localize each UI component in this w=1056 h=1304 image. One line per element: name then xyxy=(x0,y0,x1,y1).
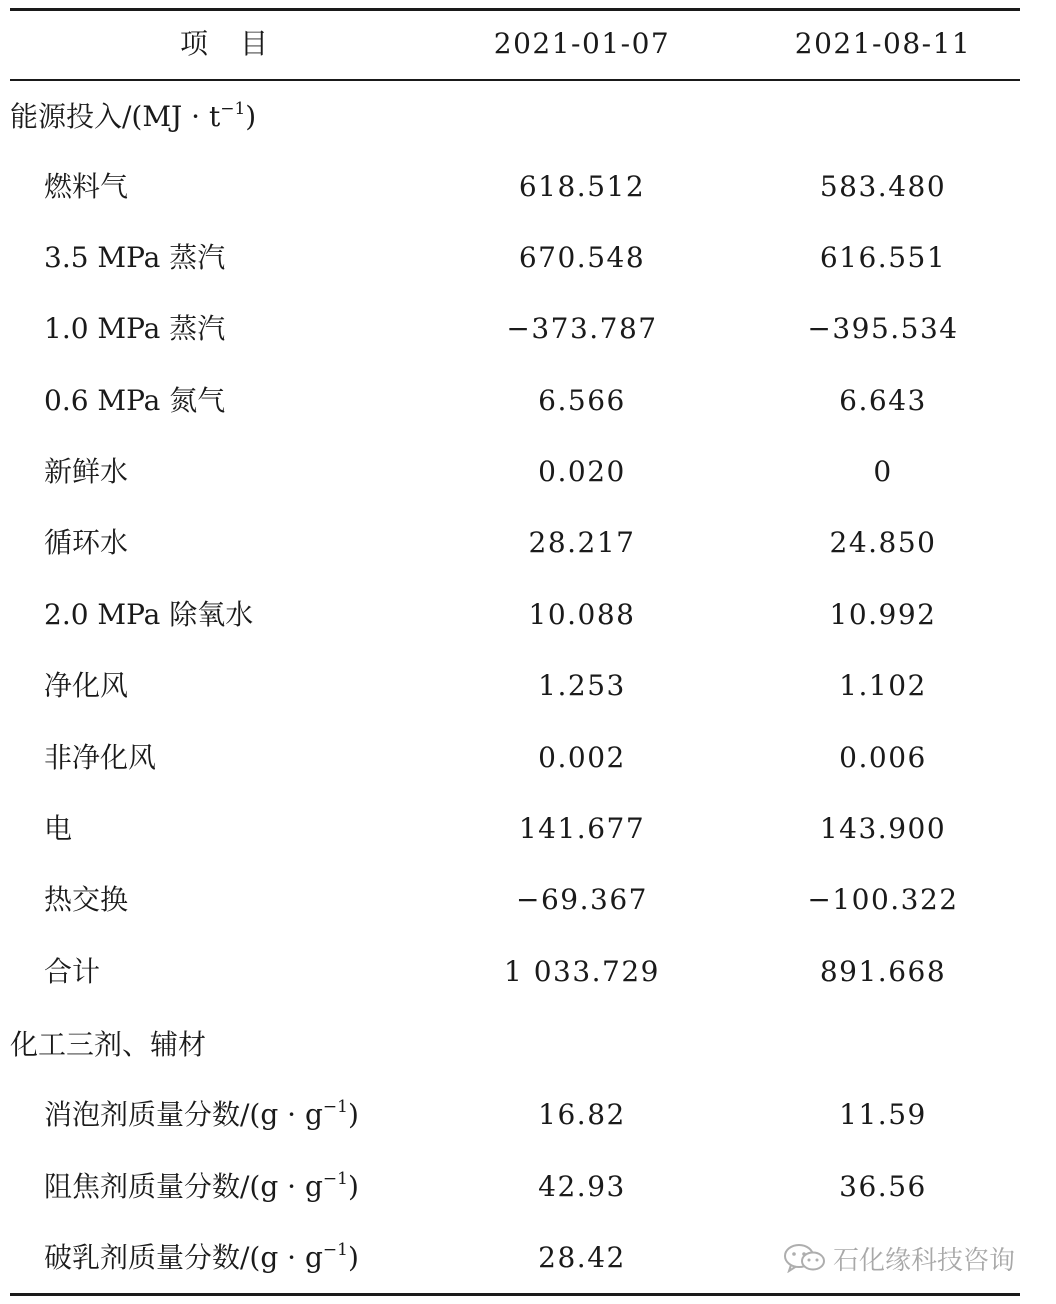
watermark-text: 石化缘科技咨询 xyxy=(833,1245,1016,1276)
row-value-2: 36.56 xyxy=(839,1170,927,1203)
wechat-icon xyxy=(783,1243,827,1273)
row-label: 新鲜水 xyxy=(44,455,129,488)
row-value-2: 583.480 xyxy=(819,170,947,203)
row-label: 消泡剂质量分数$/(g \cdot g^{-1})$ xyxy=(44,1096,359,1131)
row-value-2: 143.900 xyxy=(819,812,947,845)
row-value-1: 1.253 xyxy=(538,669,626,702)
row-value-1: 28.42 xyxy=(538,1241,626,1274)
row-value-2: −100.322 xyxy=(807,883,959,916)
row-value-2: 891.668 xyxy=(819,955,947,988)
row-value-1: 670.548 xyxy=(518,241,646,274)
watermark xyxy=(783,1240,1015,1276)
header-date-2: 2021-08-11 xyxy=(794,27,972,60)
table-header-rule xyxy=(10,79,1020,81)
row-value-1: −373.787 xyxy=(506,312,658,345)
section-title-energy: 能源投入$/(MJ \cdot t^{-1})$ xyxy=(10,98,257,133)
row-value-2: 11.59 xyxy=(839,1098,927,1131)
row-value-1: 6.566 xyxy=(538,384,626,417)
section-title-chemicals: 化工三剂、辅材 xyxy=(10,1028,207,1061)
row-value-2: −395.534 xyxy=(807,312,959,345)
table-bottom-rule xyxy=(10,1293,1020,1296)
row-label: 1.0 MPa 蒸汽 xyxy=(44,312,226,345)
row-label: 合计 xyxy=(44,955,101,988)
row-label: 电 xyxy=(44,812,73,845)
row-value-1: 618.512 xyxy=(518,170,646,203)
row-value-1: 10.088 xyxy=(528,598,636,631)
row-value-2: 24.850 xyxy=(829,526,937,559)
row-value-2: 616.551 xyxy=(819,241,947,274)
row-label: 燃料气 xyxy=(44,170,129,203)
row-label: 热交换 xyxy=(44,883,129,916)
header-item: 项 目 xyxy=(180,27,271,60)
row-value-2: 6.643 xyxy=(839,384,927,417)
row-label: 0.6 MPa 氮气 xyxy=(44,384,226,417)
header-date-1: 2021-01-07 xyxy=(493,27,671,60)
row-label: 非净化风 xyxy=(44,741,157,774)
row-value-1: 42.93 xyxy=(538,1170,626,1203)
row-value-1: 28.217 xyxy=(528,526,636,559)
row-value-1: 141.677 xyxy=(518,812,646,845)
row-value-2: 10.992 xyxy=(829,598,937,631)
row-value-1: −69.367 xyxy=(516,883,648,916)
row-label: 阻焦剂质量分数$/(g \cdot g^{-1})$ xyxy=(44,1168,359,1203)
row-label: 净化风 xyxy=(44,669,129,702)
row-label: 循环水 xyxy=(44,526,129,559)
row-value-1: 16.82 xyxy=(538,1098,626,1131)
row-value-1: 1 033.729 xyxy=(503,955,661,988)
row-value-2: 0.006 xyxy=(839,741,927,774)
row-label: 2.0 MPa 除氧水 xyxy=(44,598,254,631)
table-top-rule xyxy=(10,8,1020,11)
row-value-2: 1.102 xyxy=(839,669,927,702)
row-label: 破乳剂质量分数$/(g \cdot g^{-1})$ xyxy=(44,1239,359,1274)
row-value-1: 0.002 xyxy=(538,741,626,774)
row-value-2: 0 xyxy=(873,455,893,488)
row-label: 3.5 MPa 蒸汽 xyxy=(44,241,226,274)
row-value-1: 0.020 xyxy=(538,455,626,488)
